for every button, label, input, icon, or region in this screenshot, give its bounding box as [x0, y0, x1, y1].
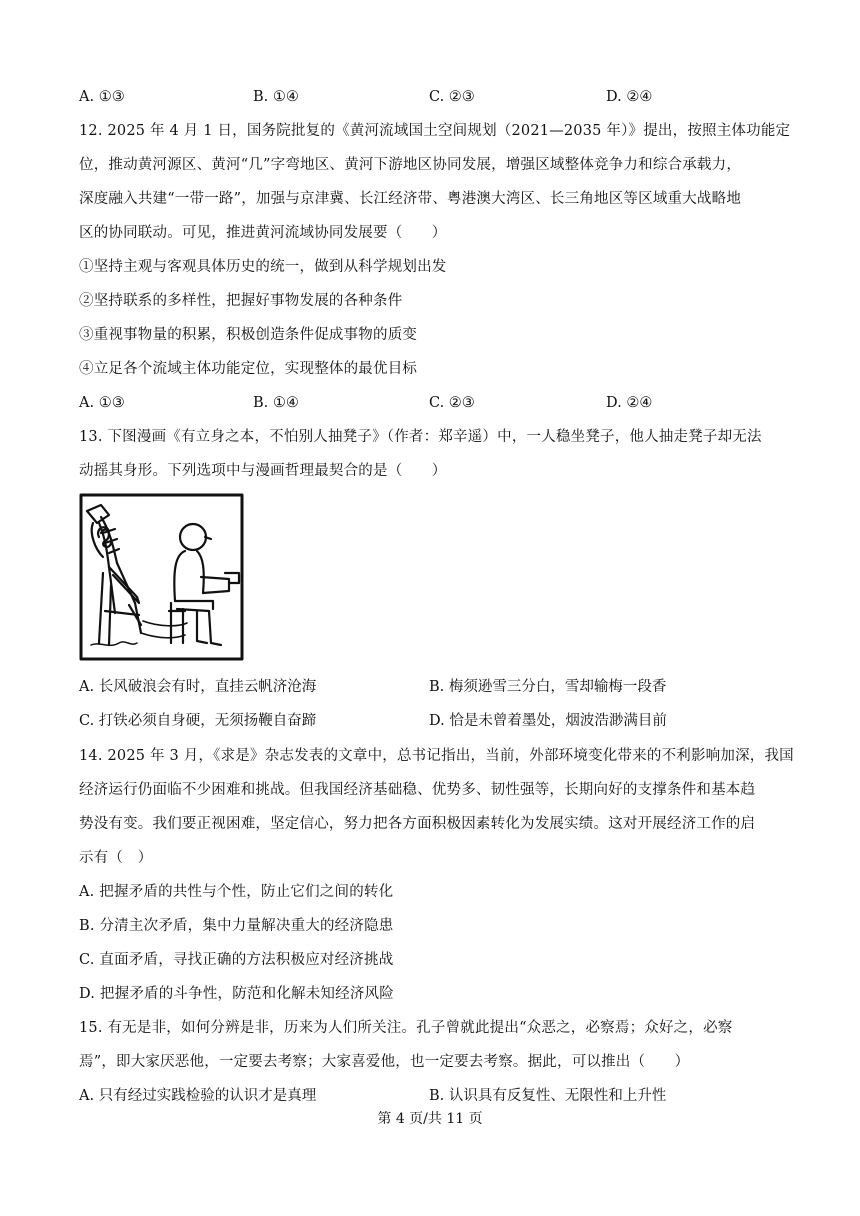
q14-stem-line: 势没有变。我们要正视困难，坚定信心，努力把各方面积极因素转化为发展实绩。这对开展经济工作的启 — [79, 816, 756, 832]
page-footer: 第 4 页/共 11 页 — [377, 1111, 483, 1127]
q12-item-2: ②坚持联系的多样性，把握好事物发展的各种条件 — [79, 293, 403, 309]
q12-item-4: ④立足各个流域主体功能定位，实现整体的最优目标 — [79, 361, 418, 377]
q15-stem-line: 焉”，即大家厌恶他，一定要去考察；大家喜爱他，也一定要去考察。据此，可以推出（ ） — [79, 1054, 690, 1070]
q12-stem-line: 12. 2025 年 4 月 1 日，国务院批复的《黄河流域国土空间规划（2021—2035 年）》提出，按照主体功能定 — [79, 123, 791, 139]
q15-stem-line: 15. 有无是非，如何分辨是非，历来为人们所关注。孔子曾就此提出“众恶之，必察焉；众好之，必察 — [79, 1020, 733, 1036]
q11-option-a: A. ①③ — [79, 89, 125, 105]
q11-option-b: B. ①④ — [253, 89, 299, 105]
q14-option-a: A. 把握矛盾的共性与个性，防止它们之间的转化 — [79, 884, 394, 900]
q14-stem-line: 14. 2025 年 3 月，《求是》杂志发表的文章中，总书记指出，当前，外部环境变化带来的不利影响加深，我国 — [79, 748, 794, 764]
q13-stem-line: 13. 下图漫画《有立身之本，不怕别人抽凳子》（作者：郑辛遥）中，一人稳坐凳子，他人抽走凳子却无法 — [79, 429, 762, 445]
q12-item-3: ③重视事物量的积累，积极创造条件促成事物的质变 — [79, 327, 418, 343]
q11-option-c: C. ②③ — [429, 89, 475, 105]
q12-option-b: B. ①④ — [253, 395, 299, 411]
q13-option-b: B. 梅须逊雪三分白，雪却输梅一段香 — [429, 679, 667, 695]
q11-option-d: D. ②④ — [606, 89, 653, 105]
q12-item-1: ①坚持主观与客观具体历史的统一，做到从科学规划出发 — [79, 259, 447, 275]
q12-option-c: C. ②③ — [429, 395, 475, 411]
q12-stem-line: 区的协同联动。可见，推进黄河流域协同发展要（ ） — [79, 225, 447, 241]
q12-option-a: A. ①③ — [79, 395, 125, 411]
q14-option-b: B. 分清主次矛盾，集中力量解决重大的经济隐患 — [79, 918, 394, 934]
q15-option-b: B. 认识具有反复性、无限性和上升性 — [429, 1088, 667, 1104]
q14-stem-line: 示有（ ） — [79, 850, 153, 866]
cartoon-image — [79, 493, 244, 661]
q14-option-c: C. 直面矛盾，寻找正确的方法积极应对经济挑战 — [79, 952, 394, 968]
q13-stem-line: 动摇其身形。下列选项中与漫画哲理最契合的是（ ） — [79, 463, 447, 479]
q12-option-d: D. ②④ — [606, 395, 653, 411]
q13-option-d: D. 恰是未曾着墨处，烟波浩渺满目前 — [429, 713, 667, 729]
q14-stem-line: 经济运行仍面临不少困难和挑战。但我国经济基础稳、优势多、韧性强等，长期向好的支撑条件和基本趋 — [79, 782, 756, 798]
q14-option-d: D. 把握矛盾的斗争性，防范和化解未知经济风险 — [79, 986, 394, 1002]
q12-stem-line: 位，推动黄河源区、黄河“几”字弯地区、黄河下游地区协同发展，增强区域整体竞争力和综合承载力， — [79, 157, 742, 173]
q12-stem-line: 深度融入共建“一带一路”，加强与京津冀、长江经济带、粤港澳大湾区、长三角地区等区域重大战略地 — [79, 191, 742, 207]
q15-option-a: A. 只有经过实践检验的认识才是真理 — [79, 1088, 317, 1104]
q13-option-a: A. 长风破浪会有时，直挂云帆济沧海 — [79, 679, 317, 695]
q13-option-c: C. 打铁必须自身硬，无须扬鞭自奋蹄 — [79, 713, 317, 729]
